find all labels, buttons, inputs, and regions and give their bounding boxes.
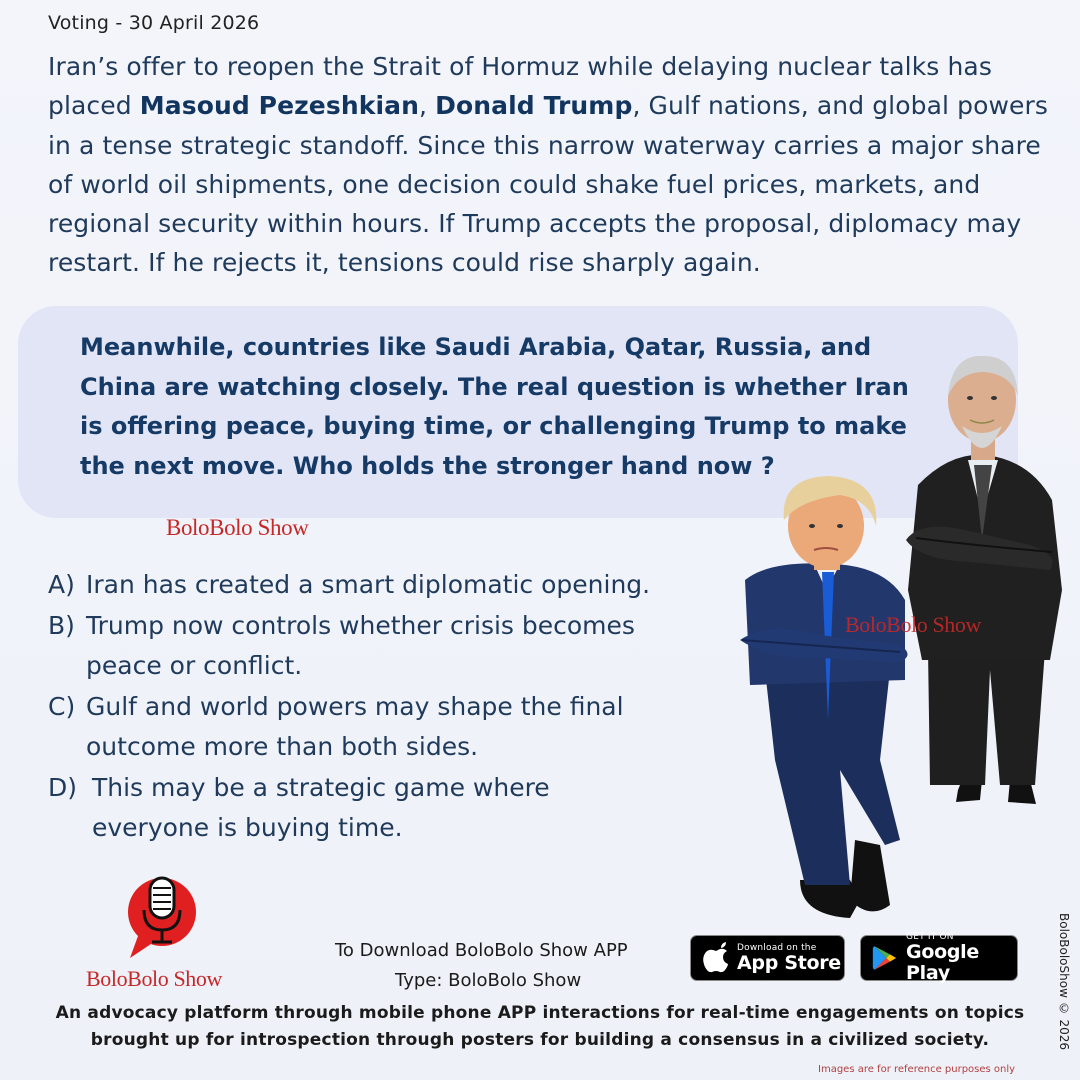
option-c[interactable] bbox=[48, 687, 748, 768]
option-text: Iran has created a smart diplomatic opening. bbox=[86, 570, 651, 599]
search-instruction: Type: BoloBolo Show bbox=[395, 970, 582, 991]
google-play-icon bbox=[871, 943, 898, 973]
answer-options bbox=[48, 565, 748, 849]
brand-watermark-overlay: BoloBolo Show bbox=[845, 612, 981, 637]
google-play-small-label: GET IT ON bbox=[906, 932, 954, 942]
option-key: D) bbox=[48, 772, 78, 802]
download-instruction: To Download BoloBolo Show APP bbox=[335, 940, 628, 961]
intro-text-part2: , Gulf nations, and global powers in a tense strategic standoff. Since this narrow waterway carries a major share of world oil shipments, one decision could shake fuel prices, markets, and regional security within hours. If Trump accepts the proposal, diplomacy may restart. If he rejects it, tensions could rise sharply again. bbox=[48, 91, 1048, 278]
date-line: Voting - 30 April 2026 bbox=[48, 12, 260, 34]
option-key: A) bbox=[48, 570, 75, 599]
option-text: Gulf and world powers may shape the final outcome more than both sides. bbox=[86, 691, 624, 761]
app-store-small-label: Download on the bbox=[737, 942, 817, 953]
trump-figure bbox=[740, 476, 908, 918]
option-a[interactable] bbox=[48, 565, 748, 606]
intro-paragraph bbox=[48, 47, 1068, 283]
image-disclaimer: Images are for reference purposes only bbox=[818, 1064, 1016, 1075]
question-text: Meanwhile, countries like Saudi Arabia, Qatar, Russia, and China are watching closely. The real question is whether Iran is offering peace, buying time, or challenging Trump to make the next move. Who holds the stronger hand now ? bbox=[80, 333, 909, 480]
brand-watermark: BoloBolo Show bbox=[166, 515, 309, 540]
intro-text-part1: Iran’s offer to reopen the Strait of Hormuz while delaying nuclear talks has placed bbox=[48, 52, 992, 121]
option-text: This may be a strategic game where everyone is buying time. bbox=[92, 772, 550, 842]
intro-separator: , bbox=[419, 91, 436, 121]
google-play-label: Google Play bbox=[906, 941, 979, 984]
option-d[interactable] bbox=[48, 768, 748, 849]
pezeshkian-figure bbox=[906, 356, 1062, 804]
name-pezeshkian: Masoud Pezeshkian bbox=[139, 91, 420, 121]
app-store-label: App Store bbox=[737, 951, 841, 974]
name-trump: Donald Trump bbox=[435, 91, 633, 121]
copyright-vertical: BoloBoloShow © 2026 bbox=[1057, 913, 1071, 1051]
option-key: C) bbox=[48, 691, 76, 721]
option-text: Trump now controls whether crisis becomes peace or conflict. bbox=[86, 610, 635, 680]
microphone-logo-icon bbox=[120, 870, 200, 965]
google-play-button[interactable] bbox=[860, 932, 1018, 984]
option-b[interactable] bbox=[48, 606, 748, 687]
tagline: An advocacy platform through mobile phone APP interactions for real-time engagements on topics brought up for introspection through posters for building a consensus in a civilized society. bbox=[55, 1003, 1025, 1050]
option-key: B) bbox=[48, 610, 75, 640]
apple-icon bbox=[701, 942, 731, 974]
app-store-button[interactable] bbox=[690, 935, 845, 981]
app-logo-name: BoloBolo Show bbox=[86, 966, 222, 991]
